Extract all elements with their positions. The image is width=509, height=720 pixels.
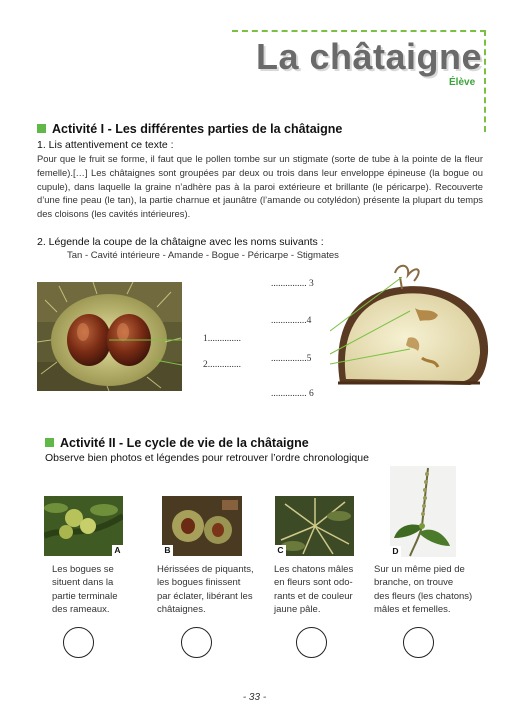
answer-circle-d[interactable] [403,627,434,658]
role-label: Élève [449,77,476,88]
answer-circle-a[interactable] [63,627,94,658]
caption-a-line: Les bogues se [52,564,114,575]
answer-circle-c[interactable] [296,627,327,658]
label-1: 1.............. [203,334,241,344]
label-3: ............... 3 [271,279,314,289]
caption-c-line: Les chatons mâles [274,564,354,575]
caption-a-line: situent dans la [52,577,114,589]
caption-c [274,563,353,617]
green-square-icon [37,124,46,133]
caption-c-line: rants et de couleur [274,590,353,602]
caption-c-line: en fleurs sont odo- [274,577,353,589]
green-square-icon [45,438,54,447]
caption-d-line: des fleurs (les chatons) [374,590,473,602]
label-6: ............... 6 [271,389,314,399]
activity-1-heading [37,122,342,136]
term-list: Tan - Cavité intérieure - Amande - Bogue - Péricarpe - Stigmates [67,250,339,261]
caption-a-line: partie terminale [52,590,118,602]
caption-a-line: des rameaux. [52,604,110,616]
caption-d-line: Sur un même pied de [374,564,465,575]
chestnut-cross-section [330,263,495,393]
caption-b-line: châtaignes. [157,604,206,616]
card-letter-c: C [275,545,286,556]
photo-b [162,496,242,556]
caption-b-line: Hérissées de piquants, [157,564,254,575]
caption-a [52,563,117,617]
caption-d-line: mâles et femelles. [374,604,451,616]
reading-text: Pour que le fruit se forme, il faut que le pollen tombe sur un stigmate (sorte de tube à la pointe de la fleur femelle).[…] Les châtaignes sont groupées par deux ou trois dans leur enveloppe épineuse (la bogue ou cupule), dans laquelle la graine n’adhère pas à la paroi extérieure et brillante (le péricarpe). Recouverte d’une fine peau (le tan), la partie charnue et jaunâtre (l’amande ou cotylédon) présente la plupart du temps des cloisons (les cavités intérieures). [37,153,483,220]
card-letter-b: B [162,545,173,556]
caption-b-line: par éclater, libérant les [157,590,253,602]
answer-circle-b[interactable] [181,627,212,658]
caption-d-line: branche, on trouve [374,577,454,589]
caption-b [157,563,254,617]
photo-c [275,496,354,556]
chestnut-bur-photo [37,282,182,391]
step-2-label: 2. Légende la coupe de la châtaigne avec les noms suivants : [37,236,324,248]
activity-2-heading-text: Activité II - Le cycle de vie de la châtaigne [60,436,309,450]
instruction-text: Observe bien photos et légendes pour retrouver l’ordre chronologique [45,452,369,464]
caption-d [374,563,472,617]
page-title: La châtaigne [256,36,483,77]
activity-1-heading-text: Activité I - Les différentes parties de la châtaigne [52,122,343,136]
caption-b-line: les bogues finissent [157,577,241,589]
activity-2-heading [45,436,309,450]
label-2: 2.............. [203,360,241,370]
step-1-label: 1. Lis attentivement ce texte : [37,139,174,151]
page-number: - 33 - [242,692,267,703]
photo-a [44,496,123,556]
card-letter-d: D [390,546,401,557]
caption-c-line: jaune pâle. [274,604,321,616]
card-letter-a: A [112,545,123,556]
photo-d [390,466,456,557]
label-4: ...............4 [271,316,312,326]
label-5: ...............5 [271,354,312,364]
